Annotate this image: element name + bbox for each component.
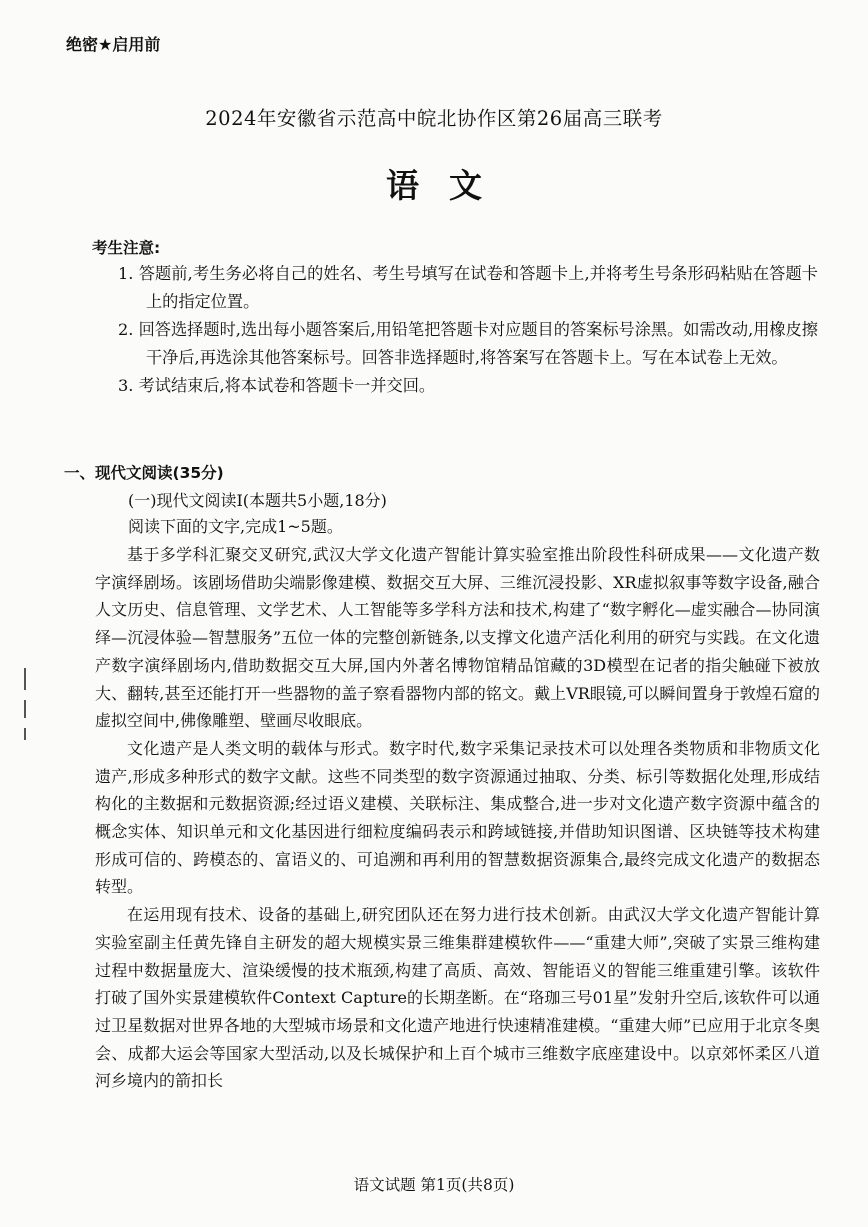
subject-title: 语文 [386,166,512,205]
margin-mark [24,668,26,690]
margin-mark [24,700,26,718]
reading-instruction: 阅读下面的文字,完成1~5题。 [128,517,343,536]
reading-passage [95,541,820,1095]
passage-paragraph: 文化遗产是人类文明的载体与形式。数字时代,数字采集记录技术可以处理各类物质和非物质文化遗产,形成多种形式的数字文献。这些不同类型的数字资源通过抽取、分类、标引等数据化处理,形成结构化的主数据和元数据资源;经过语义建模、关联标注、集成整合,进一步对文化遗产数字资源中蕴含的概念实体、知识单元和文化基因进行细粒度编码表示和跨域链接,并借助知识图谱、区块链等技术构建形成可信的、跨模态的、富语义的、可追溯和再利用的智慧数据资源集合,最终完成文化遗产的数据态转型。 [95,738,820,897]
passage-paragraph: 在运用现有技术、设备的基础上,研究团队还在努力进行技术创新。由武汉大学文化遗产智能计算实验室副主任黄先锋自主研发的超大规模实景三维集群建模软件——“重建大师”,突破了实景三维构建过程中数据量庞大、渲染缓慢的技术瓶颈,构建了高质、高效、智能语义的智能三维重建引擎。该软件打破了国外实景建模软件Context Capture的长期垄断。在“珞珈三号01星”发射升空后,该软件可以通过卫星数据对世界各地的大型城市场景和文化遗产地进行快速精准建模。“重建大师”已应用于北京冬奥会、成都大运会等国家大型活动,以及长城保护和上百个城市三维数字底座建设中。以京郊怀柔区八道河乡境内的箭扣长 [95,905,820,1091]
exam-title: 2024年安徽省示范高中皖北协作区第26届高三联考 [205,107,663,130]
page-footer: 语文试题 第1页(共8页) [353,1176,515,1194]
notice-list [118,260,818,400]
notice-item: 3. 考试结束后,将本试卷和答题卡一并交回。 [118,376,436,395]
confidential-label: 绝密★启用前 [66,35,161,54]
margin-mark [24,728,26,740]
subsection-heading: (一)现代文阅读Ⅰ(本题共5小题,18分) [128,491,387,510]
section-heading: 一、现代文阅读(35分) [64,464,224,482]
notice-item: 2. 回答选择题时,选出每小题答案后,用铅笔把答题卡对应题目的答案标号涂黑。如需改动,用橡皮擦干净后,再选涂其他答案标号。回答非选择题时,将答案写在答题卡上。写在本试卷上无效。 [118,320,818,367]
passage-paragraph: 基于多学科汇聚交叉研究,武汉大学文化遗产智能计算实验室推出阶段性科研成果——文化遗产数字演绎剧场。该剧场借助尖端影像建模、数据交互大屏、三维沉浸投影、XR虚拟叙事等数字设备,融合人文历史、信息管理、文学艺术、人工智能等多学科方法和技术,构建了“数字孵化—虚实融合—协同演绎—沉浸体验—智慧服务”五位一体的完整创新链条,以支撑文化遗产活化利用的研究与实践。在文化遗产数字演绎剧场内,借助数据交互大屏,国内外著名博物馆精品馆藏的3D模型在记者的指尖触碰下被放大、翻转,甚至还能打开一些器物的盖子察看器物内部的铭文。戴上VR眼镜,可以瞬间置身于敦煌石窟的虚拟空间中,佛像雕塑、壁画尽收眼底。 [95,545,820,731]
notice-item: 1. 答题前,考生务必将自己的姓名、考生号填写在试卷和答题卡上,并将考生号条形码粘贴在答题卡上的指定位置。 [118,264,818,311]
notice-heading: 考生注意: [92,239,161,257]
